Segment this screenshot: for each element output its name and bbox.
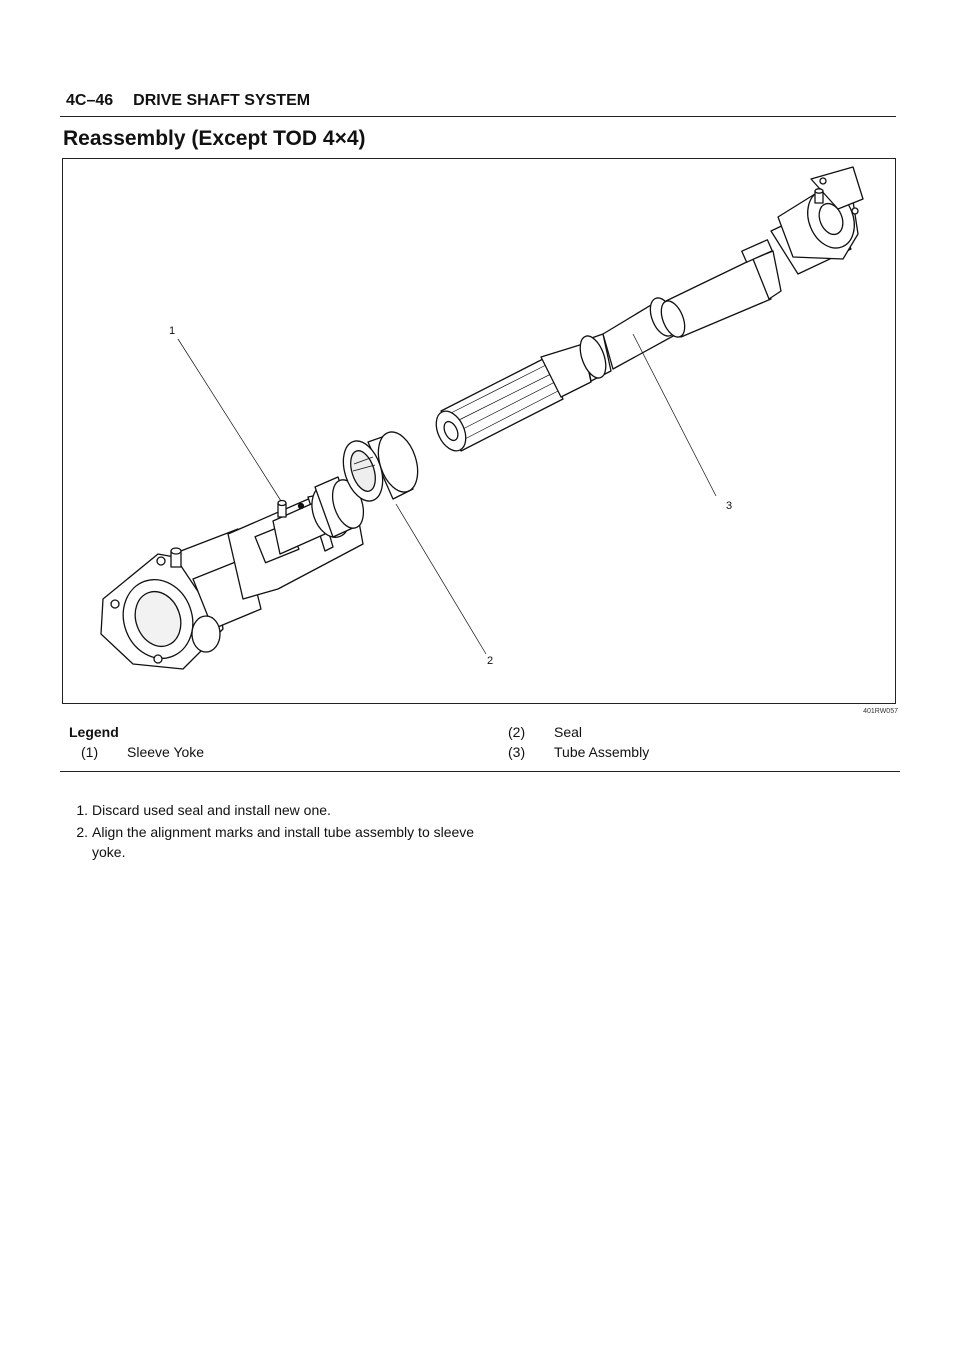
procedure-steps <box>66 800 486 862</box>
legend-label: Seal <box>554 724 583 740</box>
step <box>66 800 486 820</box>
legend-label: Sleeve Yoke <box>127 744 205 760</box>
legend-label: Tube Assembly <box>554 744 650 760</box>
legend-number: (2) <box>508 724 526 740</box>
system-title: DRIVE SHAFT SYSTEM <box>133 92 311 109</box>
sleeve-yoke-body <box>228 476 369 599</box>
step-text: Discard used seal and install new one. <box>92 802 331 818</box>
callout-3: 3 <box>726 500 733 512</box>
callout-2: 2 <box>487 655 494 667</box>
legend-item <box>508 724 582 740</box>
step <box>66 822 486 862</box>
legend-number: (1) <box>81 744 99 760</box>
step-text: Align the alignment marks and install tube assembly to sleeve yoke. <box>92 824 475 860</box>
legend-number: (3) <box>508 744 526 760</box>
callout-1: 1 <box>169 325 176 337</box>
legend-title: Legend <box>69 724 119 740</box>
figure-id: 401RW057 <box>863 708 898 715</box>
tube-and-yoke <box>657 167 863 340</box>
legend-item <box>81 744 204 760</box>
legend-item <box>508 744 649 760</box>
step-number: 2. <box>76 824 88 840</box>
splined-shaft <box>430 333 611 456</box>
drive-shaft-drawing <box>63 159 897 705</box>
header-rule <box>60 116 896 117</box>
page-header <box>66 92 310 110</box>
leader-line-3 <box>633 334 716 496</box>
legend-rule <box>60 771 900 772</box>
page-number: 4C–46 <box>66 92 114 109</box>
leader-line-1 <box>178 339 281 501</box>
leader-line-2 <box>396 504 486 654</box>
exploded-view-figure <box>62 158 896 704</box>
section-title: Reassembly (Except TOD 4×4) <box>63 127 366 150</box>
step-number: 1. <box>76 802 88 818</box>
